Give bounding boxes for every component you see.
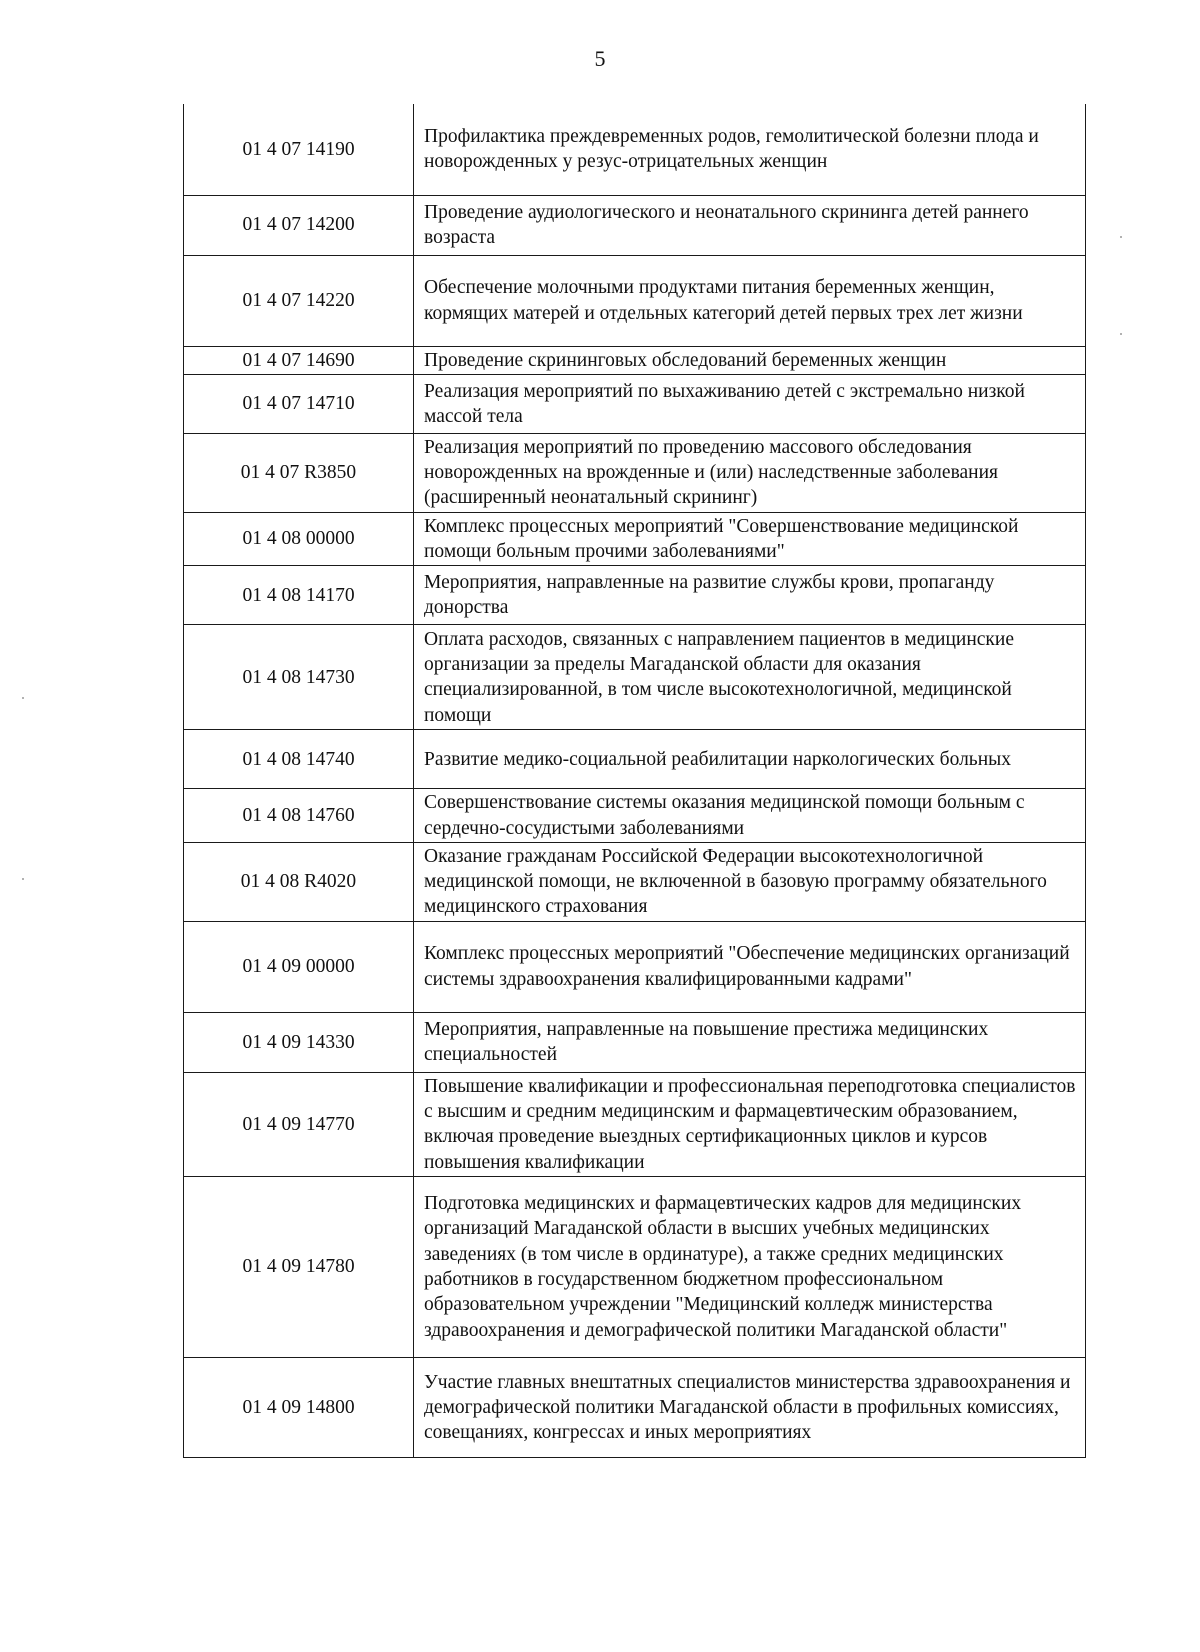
- table-row: [184, 1176, 1086, 1357]
- table-row: [184, 195, 1086, 255]
- table-row: [184, 566, 1086, 625]
- row-code: 01 4 08 00000: [184, 512, 414, 566]
- table-row: [184, 346, 1086, 374]
- row-description: Оплата расходов, связанных с направлением пациентов в медицинские организации за пределы Магаданской области для оказания специализированной, в том числе высокотехнологичной, медицинской помощи: [414, 625, 1086, 730]
- row-code: 01 4 07 14690: [184, 346, 414, 374]
- table-row: [184, 1012, 1086, 1072]
- table-row: [184, 625, 1086, 730]
- row-code: 01 4 07 14190: [184, 104, 414, 195]
- scan-speck: [22, 697, 24, 699]
- row-code: 01 4 08 14740: [184, 730, 414, 789]
- page-number: 5: [594, 46, 606, 71]
- row-code: 01 4 09 14330: [184, 1012, 414, 1072]
- table-row: [184, 842, 1086, 921]
- row-code: 01 4 08 14170: [184, 566, 414, 625]
- table-row: [184, 512, 1086, 566]
- row-description: Совершенствование системы оказания медицинской помощи больным с сердечно-сосудистыми заболеваниями: [414, 789, 1086, 843]
- row-description: Участие главных внештатных специалистов министерства здравоохранения и демографической политики Магаданской области в профильных комиссиях, совещаниях, конгрессах и иных мероприятиях: [414, 1357, 1086, 1457]
- row-description: Мероприятия, направленные на повышение престижа медицинских специальностей: [414, 1012, 1086, 1072]
- row-description: Реализация мероприятий по выхаживанию детей с экстремально низкой массой тела: [414, 374, 1086, 433]
- table-row: [184, 104, 1086, 195]
- row-description: Профилактика преждевременных родов, гемолитической болезни плода и новорожденных у резус-отрицательных женщин: [414, 104, 1086, 195]
- scan-speck: [22, 878, 24, 880]
- scan-speck: [1120, 333, 1122, 335]
- row-code: 01 4 09 14770: [184, 1072, 414, 1176]
- row-description: Повышение квалификации и профессиональная переподготовка специалистов с высшим и средним медицинским и фармацевтическим образованием, включая проведение выездных сертификационных циклов и курсов повышения квалификации: [414, 1072, 1086, 1176]
- budget-codes-table: [183, 104, 1086, 1458]
- row-code: 01 4 09 14780: [184, 1176, 414, 1357]
- row-description: Проведение аудиологического и неонатального скрининга детей раннего возраста: [414, 195, 1086, 255]
- row-code: 01 4 07 R3850: [184, 433, 414, 512]
- row-code: 01 4 08 14760: [184, 789, 414, 843]
- row-description: Реализация мероприятий по проведению массового обследования новорожденных на врожденные и (или) наследственные заболевания (расширенный неонатальный скрининг): [414, 433, 1086, 512]
- row-code: 01 4 09 14800: [184, 1357, 414, 1457]
- row-description: Комплекс процессных мероприятий "Обеспечение медицинских организаций системы здравоохранения квалифицированными кадрами": [414, 921, 1086, 1012]
- row-description: Оказание гражданам Российской Федерации высокотехнологичной медицинской помощи, не включенной в базовую программу обязательного медицинского страхования: [414, 842, 1086, 921]
- row-code: 01 4 07 14220: [184, 255, 414, 346]
- row-description: Мероприятия, направленные на развитие службы крови, пропаганду донорства: [414, 566, 1086, 625]
- row-code: 01 4 07 14200: [184, 195, 414, 255]
- row-description: Проведение скрининговых обследований беременных женщин: [414, 346, 1086, 374]
- row-code: 01 4 07 14710: [184, 374, 414, 433]
- row-description: Развитие медико-социальной реабилитации наркологических больных: [414, 730, 1086, 789]
- table-row: [184, 1072, 1086, 1176]
- table-row: [184, 1357, 1086, 1457]
- table-row: [184, 374, 1086, 433]
- row-code: 01 4 08 R4020: [184, 842, 414, 921]
- row-code: 01 4 09 00000: [184, 921, 414, 1012]
- table-row: [184, 255, 1086, 346]
- row-description: Комплекс процессных мероприятий "Совершенствование медицинской помощи больным прочими заболеваниями": [414, 512, 1086, 566]
- table-row: [184, 789, 1086, 843]
- table-body: [184, 104, 1086, 1457]
- table-row: [184, 730, 1086, 789]
- row-description: Подготовка медицинских и фармацевтических кадров для медицинских организаций Магаданской области в высших учебных медицинских заведениях (в том числе в ординатуре), а также средних медицинских работников в государственном бюджетном профессиональном образовательном учреждении "Медицинский колледж министерства здравоохранения и демографической политики Магаданской области": [414, 1176, 1086, 1357]
- scan-speck: [1120, 236, 1122, 238]
- table-row: [184, 433, 1086, 512]
- row-description: Обеспечение молочными продуктами питания беременных женщин, кормящих матерей и отдельных категорий детей первых трех лет жизни: [414, 255, 1086, 346]
- table-row: [184, 921, 1086, 1012]
- row-code: 01 4 08 14730: [184, 625, 414, 730]
